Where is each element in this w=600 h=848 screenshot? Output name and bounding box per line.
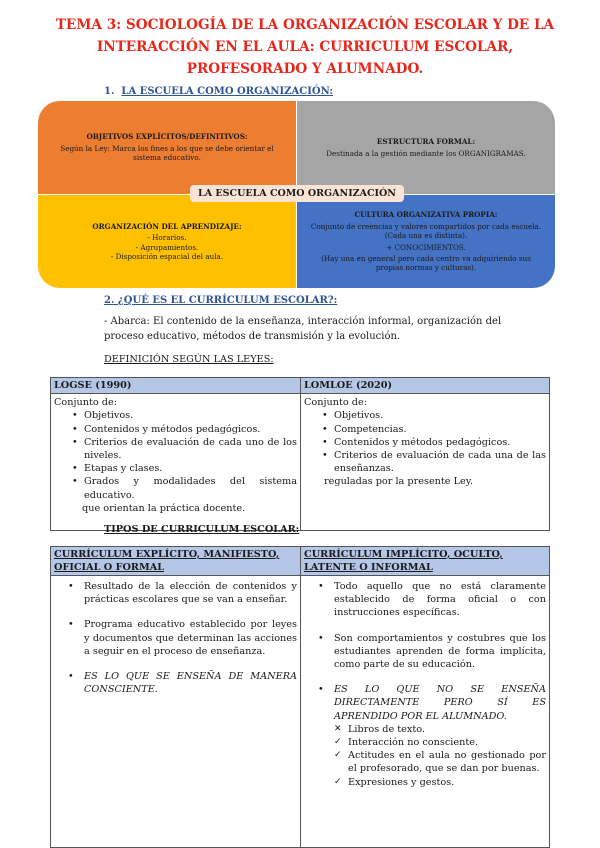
abarca-paragraph: - Abarca: El contenido de la enseñanza, interacción informal, organización del proceso educativo, métodos de transmisión y la evolución. <box>104 316 502 342</box>
logse-header: LOGSE (1990) <box>51 378 301 394</box>
list-item: • Criterios de evaluación de cada uno de los niveles. <box>66 436 297 462</box>
explicit-cell <box>51 576 301 848</box>
logse-tail: que orientan la práctica docente. <box>82 502 246 514</box>
implicit-header: CURRÍCULUM IMPLÍCITO, OCULTO, LATENTE O INFORMAL <box>301 547 550 576</box>
logse-intro: Conjunto de: <box>54 397 117 409</box>
list-item: • Criterios de evaluación de cada una de las enseñanzas. <box>316 449 546 475</box>
logse-cell <box>51 394 301 531</box>
explicit-header: CURRÍCULUM EXPLÍCITO, MANIFIESTO, OFICIAL O FORMAL <box>51 547 301 576</box>
quadrant-title: CULTURA ORGANIZATIVA PROPIA: <box>354 210 498 220</box>
quadrant-text: Destinada a la gestión mediante los ORGANIGRAMAS. <box>326 148 526 158</box>
list-item: • Son comportamientos y costubres que los estudiantes aprenden de forma implícita, como parte de su educación. <box>304 632 546 672</box>
list-item: • Grados y modalidades del sistema educativo. <box>66 475 297 501</box>
sub-item <box>334 749 546 775</box>
diagram-quadrant-culture <box>297 195 555 288</box>
list-item: • Competencias. <box>316 423 546 436</box>
diagram-center-label: LA ESCUELA COMO ORGANIZACIÓN <box>190 185 404 202</box>
quadrant-title: OBJETIVOS EXPLÍCITOS/DEFINITIVOS: <box>86 132 248 142</box>
lomloe-header: LOMLOE (2020) <box>301 378 550 394</box>
section-1-number: 1. <box>104 86 115 97</box>
lomloe-cell <box>301 394 550 531</box>
quadrant-line: Conjunto de creencias y valores compartidos por cada escuela. (Cada una es distinta). <box>310 221 542 241</box>
cross-icon: ✕ <box>334 723 342 734</box>
diagram-quadrant-learning <box>38 195 296 288</box>
organization-diagram <box>38 101 555 288</box>
section-1-label: LA ESCUELA COMO ORGANIZACIÓN: <box>121 86 334 97</box>
list-item: • Objetivos. <box>66 409 297 422</box>
quadrant-line: - Horarios. <box>147 233 187 243</box>
lomloe-tail: reguladas por la presente Ley. <box>324 476 474 488</box>
definition-heading: DEFINICIÓN SEGÚN LAS LEYES: <box>104 354 274 365</box>
sub-item <box>334 776 546 789</box>
quadrant-line: (Hay una en general pero cada centro va adquiriendo sus propias normas y culturas). <box>321 253 531 273</box>
list-item: • Etapas y clases. <box>66 462 297 475</box>
list-item: • Todo aquello que no está claramente establecido de forma oficial o con instrucciones específicas. <box>304 580 546 620</box>
curriculum-types-table <box>50 546 550 848</box>
sub-item <box>334 736 546 749</box>
diagram-quadrant-structure <box>297 101 555 194</box>
section-1-heading <box>104 86 333 97</box>
section-2-heading: 2. ¿QUÉ ES EL CURRÍCULUM ESCOLAR?: <box>104 295 338 306</box>
implicit-cell <box>301 576 550 848</box>
tipos-heading: TIPOS DE CURRICULUM ESCOLAR: <box>104 524 300 535</box>
page-title: TEMA 3: SOCIOLOGÍA DE LA ORGANIZACIÓN ESCOLAR Y DE LA INTERACCIÓN EN EL AULA: CURRICULUM ESCOLAR, PROFESORADO Y ALUMNADO. <box>55 17 555 77</box>
list-item: • Contenidos y métodos pedagógicos. <box>66 423 297 436</box>
list-item: • Resultado de la elección de contenidos y prácticas escolares que se van a enseñar. <box>54 580 297 606</box>
sub-item-text: Actitudes en el aula no gestionado por el profesorado, que se dan por buenas. <box>348 750 546 775</box>
list-item: • Objetivos. <box>316 409 546 422</box>
quadrant-title: ORGANIZACIÓN DEL APRENDIZAJE: <box>92 221 242 231</box>
laws-table <box>50 377 550 531</box>
lomloe-intro: Conjunto de: <box>304 397 367 409</box>
quadrant-title: ESTRUCTURA FORMAL: <box>376 137 476 147</box>
list-item: • Contenidos y métodos pedagógicos. <box>316 436 546 449</box>
quadrant-text: Según la Ley: Marca los fines a los que se debe orientar el sistema educativo. <box>60 143 274 163</box>
list-item: • Programa educativo establecido por leyes y documentos que determinan las acciones a seguir en el proceso de enseñanza. <box>54 618 297 658</box>
quadrant-line: - Disposición espacial del aula. <box>110 251 224 261</box>
list-item: • ES LO QUE NO SE ENSEÑA DIRECTAMENTE PERO SÍ ES APRENDIDO POR EL ALUMNADO. <box>304 683 546 723</box>
quadrant-line: + CONOCIMIENTOS. <box>386 242 466 252</box>
check-icon: ✓ <box>334 737 342 748</box>
check-icon: ✓ <box>334 776 342 787</box>
quadrant-line: - Agrupamientos. <box>135 242 199 252</box>
diagram-quadrant-objectives <box>38 101 296 194</box>
sub-item-text: Libros de texto. <box>348 723 425 735</box>
sub-item-text: Interacción no consciente. <box>348 737 479 749</box>
sub-item-text: Expresiones y gestos. <box>348 776 455 788</box>
list-item: • ES LO QUE SE ENSEÑA DE MANERA CONSCIENTE. <box>54 670 297 696</box>
check-icon: ✓ <box>334 750 342 761</box>
sub-item <box>334 723 546 736</box>
